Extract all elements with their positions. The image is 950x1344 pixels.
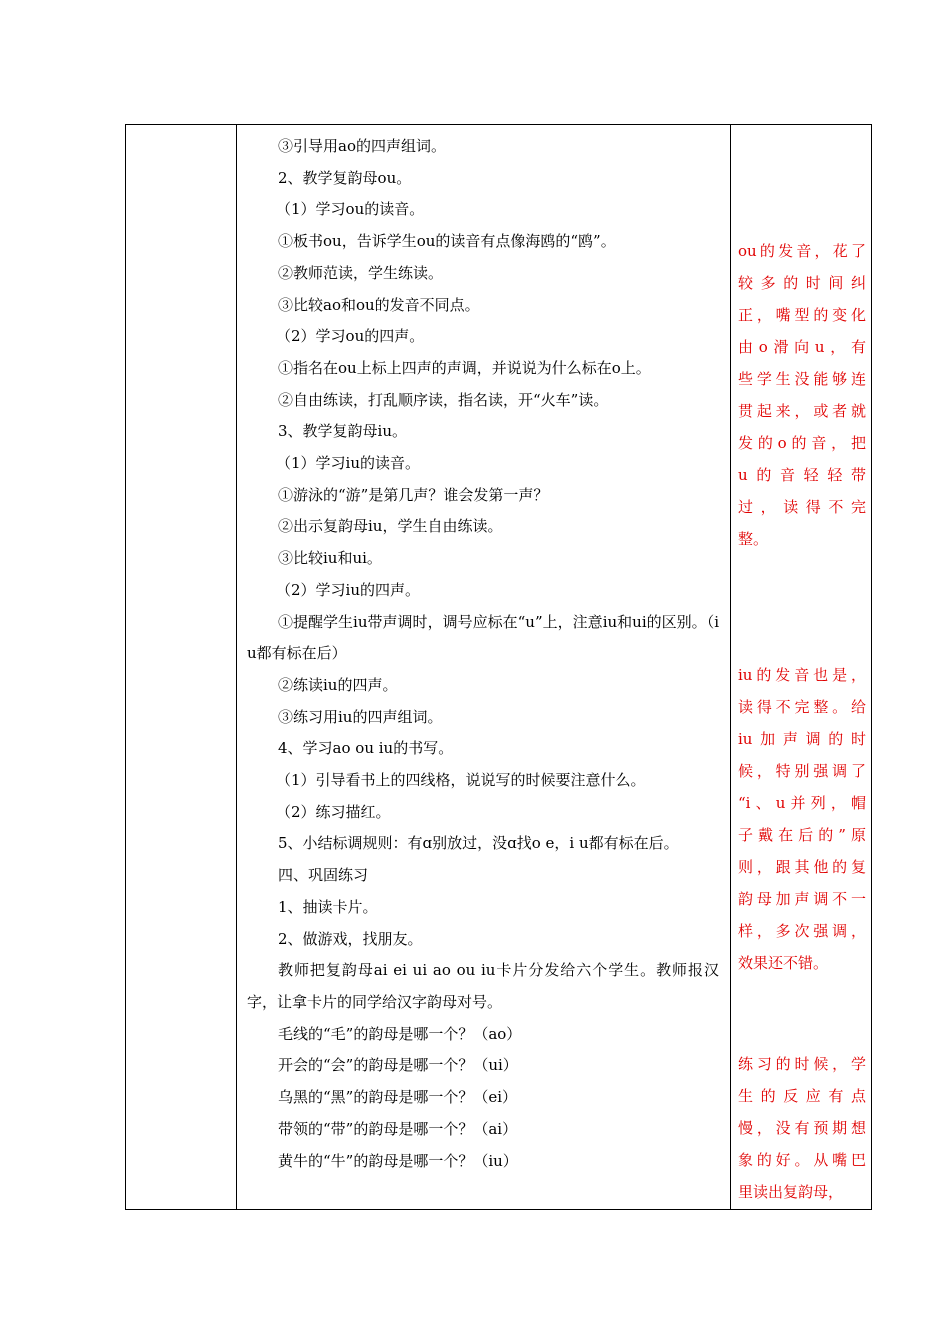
teaching-process-column xyxy=(247,131,719,1177)
note-line: iu的发音也是， xyxy=(738,666,866,684)
column-divider-right xyxy=(730,125,731,1209)
note-line: 正，嘴型的变化 xyxy=(738,306,866,324)
note-line: 生的反应有点 xyxy=(738,1087,866,1105)
content-line: ①提醒学生iu带声调时，调号应标在“u”上，注意iu和ui的区别。（i u都有标在后） xyxy=(247,612,719,663)
reflection-note-ou xyxy=(738,235,866,555)
content-line: ①板书ou，告诉学生ou的读音有点像海鸥的“鸥”。 xyxy=(278,232,616,251)
note-line: 些学生没能够连 xyxy=(738,370,866,388)
reflection-note-practice xyxy=(738,1048,866,1208)
content-line: （1）引导看书上的四线格，说说写的时候要注意什么。 xyxy=(276,771,646,790)
content-line: （1）学习ou的读音。 xyxy=(276,200,425,219)
content-line: 5、小结标调规则：有ɑ别放过，没ɑ找o e，i u都有标在后。 xyxy=(278,834,679,853)
content-line: ③比较iu和ui。 xyxy=(278,549,382,568)
note-line: 由o滑向u，有 xyxy=(738,338,866,356)
content-line: ②自由练读，打乱顺序读，指名读，开“火车”读。 xyxy=(278,390,609,409)
content-line: 教师把复韵母ai ei ui ao ou iu卡片分发给六个学生。教师报汉字，让拿卡片的同学给汉字韵母对号。 xyxy=(247,961,719,1011)
content-line: （1）学习iu的读音。 xyxy=(276,454,421,473)
note-line: “i、u并列，帽 xyxy=(738,794,866,812)
content-line: ②练读iu的四声。 xyxy=(278,675,398,694)
content-line: 黄牛的“牛”的韵母是哪一个？（iu） xyxy=(278,1151,518,1170)
note-line: ou的发音，花了 xyxy=(738,242,866,260)
note-line: 发的o的音，把 xyxy=(738,434,866,452)
note-line: 练习的时候，学 xyxy=(738,1055,866,1073)
note-line: 象的好。从嘴巴 xyxy=(738,1151,866,1169)
note-line: 则，跟其他的复 xyxy=(738,858,866,876)
content-line: （2）学习ou的四声。 xyxy=(276,327,425,346)
note-line: 整。 xyxy=(738,530,769,548)
note-line: 样，多次强调， xyxy=(738,922,866,940)
content-line: （2）练习描红。 xyxy=(276,802,391,821)
note-line: 读得不完整。给 xyxy=(738,698,866,716)
note-line: iu加声调的时 xyxy=(738,730,866,748)
content-line: 2、做游戏，找朋友。 xyxy=(278,929,423,948)
content-line: ③练习用iu的四声组词。 xyxy=(278,707,443,726)
note-line: 里读出复韵母， xyxy=(738,1183,844,1201)
content-line: 3、教学复韵母iu。 xyxy=(278,422,408,441)
reflection-note-iu xyxy=(738,659,866,979)
note-line: 过，读得不完 xyxy=(738,498,866,516)
content-line: 带领的“带”的韵母是哪一个？（ai） xyxy=(278,1119,518,1138)
content-line: ①指名在ou上标上四声的声调，并说说为什么标在o上。 xyxy=(278,358,651,377)
note-line: 慢，没有预期想 xyxy=(738,1119,866,1137)
content-line: ②教师范读，学生练读。 xyxy=(278,263,444,282)
note-line: 韵母加声调不一 xyxy=(738,890,866,908)
note-line: 效果还不错。 xyxy=(738,954,829,972)
content-line: ①游泳的“游”是第几声？谁会发第一声？ xyxy=(278,485,549,504)
note-line: 候，特别强调了 xyxy=(738,762,866,780)
content-line: 乌黑的“黑”的韵母是哪一个？（ei） xyxy=(278,1088,518,1107)
content-line: （2）学习iu的四声。 xyxy=(276,580,421,599)
content-line: 四、巩固练习 xyxy=(278,866,369,885)
content-line: ②出示复韵母iu，学生自由练读。 xyxy=(278,517,503,536)
note-line: 子戴在后的”原 xyxy=(738,826,866,844)
column-divider-left xyxy=(236,125,237,1209)
note-line: 贯起来，或者就 xyxy=(738,402,866,420)
note-line: 较多的时间纠 xyxy=(738,274,866,292)
content-line: 4、学习ao ou iu的书写。 xyxy=(278,739,454,758)
content-line: 1、抽读卡片。 xyxy=(278,897,378,916)
content-line: ③比较ao和ou的发音不同点。 xyxy=(278,295,480,314)
content-line: 开会的“会”的韵母是哪一个？（ui） xyxy=(278,1056,518,1075)
content-line: ③引导用ao的四声组词。 xyxy=(278,137,446,155)
content-line: 毛线的“毛”的韵母是哪一个？（ao） xyxy=(278,1024,522,1043)
lesson-table xyxy=(125,124,872,1210)
content-line: 2、教学复韵母ou。 xyxy=(278,168,412,187)
note-line: u的音轻轻带 xyxy=(738,466,866,484)
